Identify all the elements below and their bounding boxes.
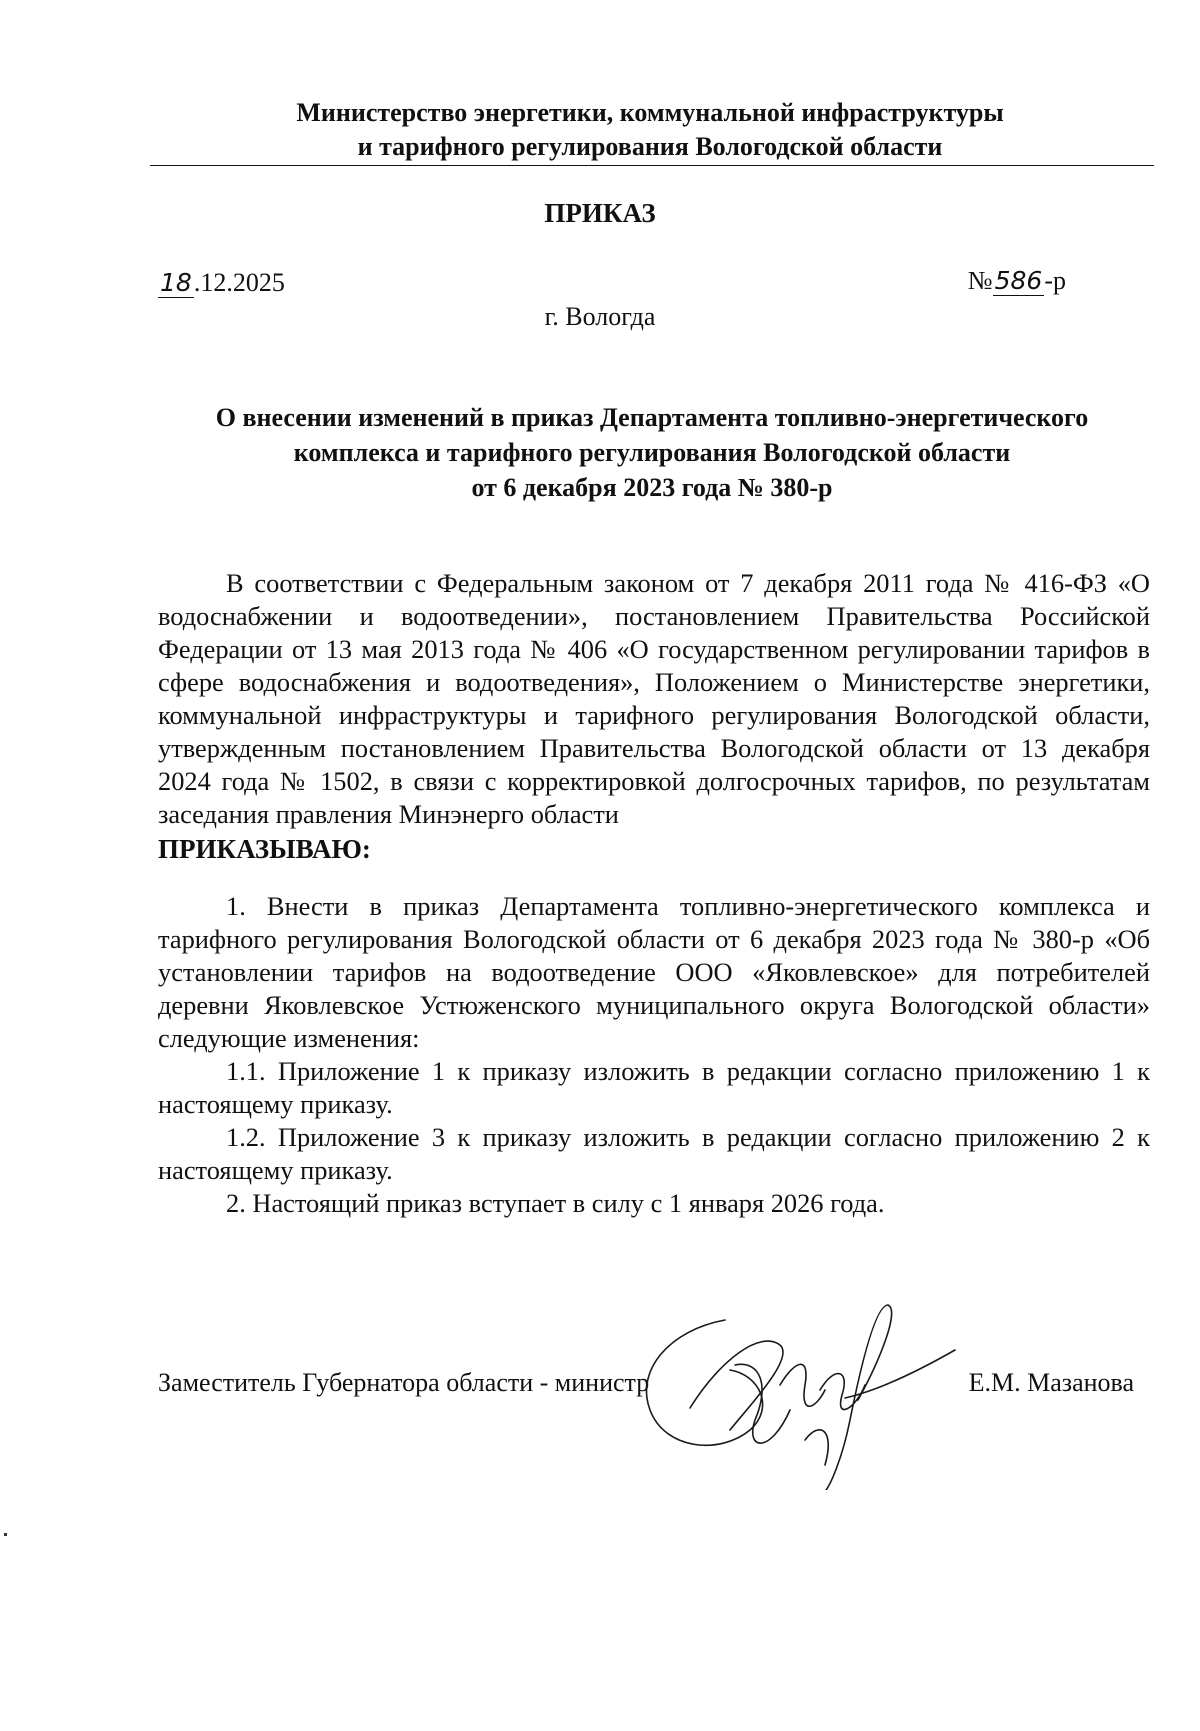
signatory-name: Е.М. Мазанова bbox=[968, 1368, 1134, 1397]
order-number bbox=[968, 266, 1066, 296]
handwritten-number: 586 bbox=[994, 266, 1043, 295]
order-body bbox=[158, 567, 1150, 1220]
handwritten-signature bbox=[630, 1290, 960, 1490]
number-sign: № bbox=[967, 266, 993, 295]
ministry-header bbox=[150, 96, 1150, 164]
order-date bbox=[158, 268, 285, 298]
scan-speck bbox=[4, 1533, 7, 1536]
order-word: ПРИКАЗЫВАЮ: bbox=[158, 834, 371, 864]
signatory-position: Заместитель Губернатора области - министр bbox=[158, 1368, 650, 1397]
handwritten-day: 18 bbox=[160, 268, 192, 297]
ministry-header-line1: Министерство энергетики, коммунальной инфраструктуры bbox=[296, 98, 1004, 127]
subject-line3: от 6 декабря 2023 года № 380-р bbox=[471, 473, 833, 502]
item-1-1: 1.1. Приложение 1 к приказу изложить в редакции согласно приложению 1 к настоящему приказу. bbox=[158, 1056, 1150, 1119]
item-1: 1. Внести в приказ Департамента топливно-энергетического комплекса и тарифного регулирования Вологодской области от 6 декабря 2023 года № 380-р «Об установлении тарифов на водоотведение ООО «Яковлевское» для потребителей деревни Яковлевское Устюженского муниципального округа Вологодской области» следующие изменения: bbox=[158, 891, 1150, 1053]
city: г. Вологда bbox=[544, 302, 656, 331]
subject-line2: комплекса и тарифного регулирования Вологодской области bbox=[293, 438, 1011, 467]
date-rest: .12.2025 bbox=[193, 268, 285, 297]
header-rule bbox=[150, 165, 1154, 166]
ministry-header-line2: и тарифного регулирования Вологодской области bbox=[357, 132, 943, 161]
preamble-paragraph: В соответствии с Федеральным законом от 7 декабря 2011 года № 416-ФЗ «О водоснабжении и водоотведении», постановлением Правительства Российской Федерации от 13 мая 2013 года № 406 «О государственном регулировании тарифов в сфере водоснабжения и водоотведения», Положением о Министерстве энергетики, коммунальной инфраструктуры и тарифного регулирования Вологодской области, утвержденным постановлением Правительства Вологодской области от 13 декабря 2024 года № 1502, в связи с корректировкой долгосрочных тарифов, по результатам заседания правления Минэнерго области bbox=[158, 568, 1150, 829]
subject-line1: О внесении изменений в приказ Департамента топливно-энергетического bbox=[215, 403, 1089, 432]
item-2: 2. Настоящий приказ вступает в силу с 1 января 2026 года. bbox=[226, 1188, 885, 1218]
number-suffix: -р bbox=[1044, 266, 1066, 295]
item-1-2: 1.2. Приложение 3 к приказу изложить в редакции согласно приложению 2 к настоящему приказу. bbox=[158, 1122, 1150, 1185]
document-title: ПРИКАЗ bbox=[544, 198, 656, 228]
order-subject bbox=[150, 400, 1154, 505]
